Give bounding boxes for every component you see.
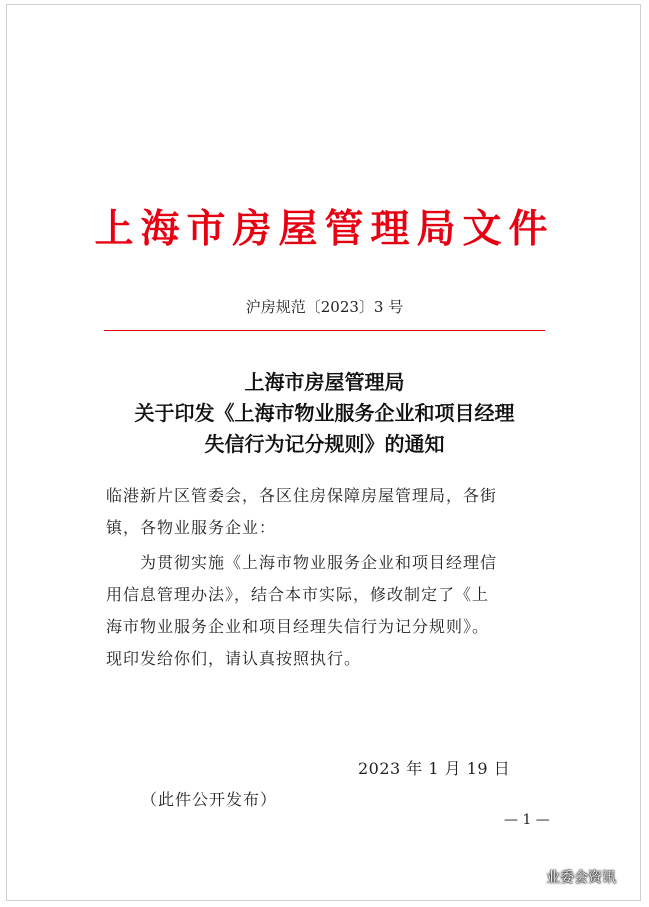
addressee-line-2: 镇，各物业服务企业： bbox=[106, 518, 277, 537]
paragraph-line-4: 现印发给你们，请认真按照执行。 bbox=[106, 649, 362, 668]
notice-heading-line-2: 关于印发《上海市物业服务企业和项目经理 bbox=[134, 401, 515, 425]
red-divider bbox=[104, 330, 545, 331]
watermark-text: 业委会资讯 bbox=[546, 870, 616, 886]
body-paragraph bbox=[106, 547, 546, 675]
notice-heading-line-1: 上海市房屋管理局 bbox=[244, 370, 405, 394]
paragraph-line-1: 为贯彻实施《上海市物业服务企业和项目经理信 bbox=[140, 553, 498, 572]
document-header-title: 上海市房屋管理局文件 bbox=[94, 206, 555, 252]
paragraph-line-2: 用信息管理办法》，结合本市实际，修改制定了《上 bbox=[106, 585, 490, 604]
source-watermark bbox=[520, 866, 616, 888]
paragraph-line-3: 海市物业服务企业和项目经理失信行为记分规则》。 bbox=[106, 617, 490, 636]
wechat-icon bbox=[520, 868, 540, 886]
page-number: — 1 — bbox=[504, 812, 550, 828]
document-number: 沪房规范〔2023〕3 号 bbox=[245, 298, 404, 316]
public-release-note: （此件公开发布） bbox=[141, 790, 278, 809]
notice-heading bbox=[0, 367, 649, 460]
issue-date: 2023 年 1 月 19 日 bbox=[358, 759, 511, 778]
addressee-line-1: 临港新片区管委会，各区住房保障房屋管理局，各街 bbox=[106, 486, 498, 505]
addressee-block bbox=[106, 480, 546, 544]
notice-heading-line-3: 失信行为记分规则》的通知 bbox=[204, 432, 445, 456]
